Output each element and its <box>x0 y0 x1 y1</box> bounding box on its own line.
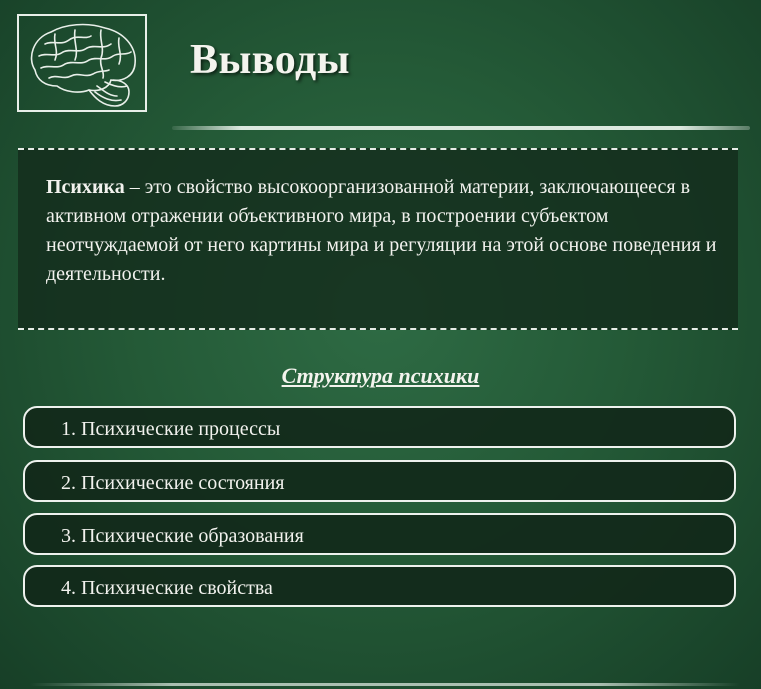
logo-frame <box>17 14 147 112</box>
structure-title: Структура психики <box>281 363 480 388</box>
structure-item-label: 3. Психические образования <box>61 525 304 547</box>
title-divider <box>172 126 750 130</box>
definition-panel <box>18 148 738 330</box>
structure-item-processes <box>23 406 736 448</box>
definition-term: Психика <box>46 176 125 198</box>
structure-item-formations <box>23 513 736 555</box>
structure-item-states <box>23 460 736 502</box>
brain-icon <box>25 20 143 110</box>
page-title: Выводы <box>190 37 351 83</box>
bottom-divider <box>30 683 740 686</box>
structure-item-label: 4. Психические свойства <box>61 577 273 599</box>
definition-text <box>46 173 726 289</box>
structure-item-label: 1. Психические процессы <box>61 418 281 440</box>
structure-item-properties <box>23 565 736 607</box>
structure-item-label: 2. Психические состояния <box>61 472 285 494</box>
definition-body: – это свойство высокоорганизованной материи, заключающееся в активном отражении объективного мира, в построении субъектом неотчуждаемой от него картины мира и регуляции на этой основе поведения и деятельности. <box>46 176 717 285</box>
